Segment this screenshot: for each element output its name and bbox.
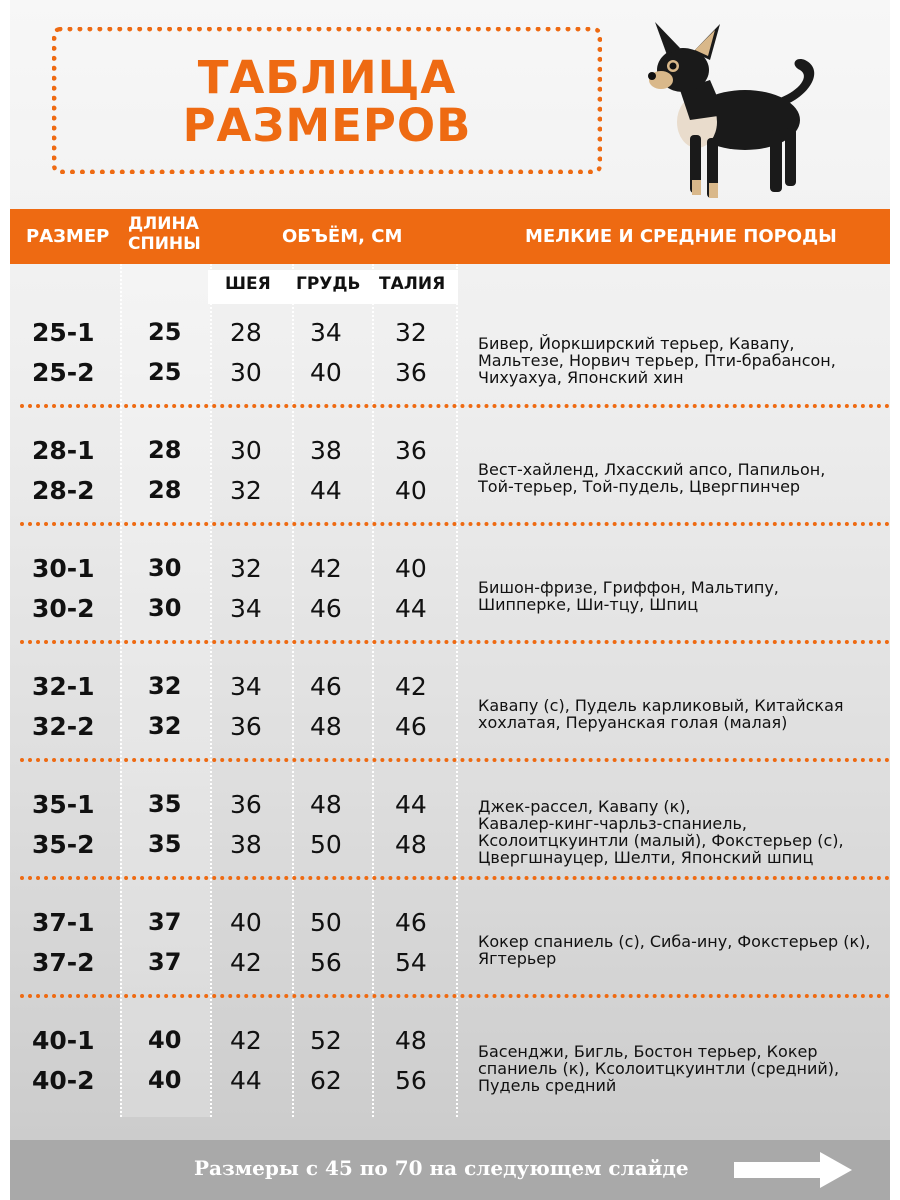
right-arrow-icon[interactable]	[734, 1152, 854, 1188]
size-cell: 37-1	[32, 908, 95, 937]
waist-cell: 40	[395, 476, 427, 505]
back-length-cell: 35	[148, 790, 182, 818]
breeds-line: Той-терьер, Той-пудель, Цвергпинчер	[478, 477, 801, 496]
waist-cell: 36	[395, 358, 427, 387]
neck-cell: 42	[230, 948, 262, 977]
column-divider	[292, 264, 294, 1117]
size-cell: 25-2	[32, 358, 95, 387]
header-back-length	[128, 214, 208, 254]
chest-cell: 34	[310, 318, 342, 347]
chest-cell: 42	[310, 554, 342, 583]
header-back-length-line-1: ДЛИНА	[128, 214, 199, 234]
waist-cell: 48	[395, 1026, 427, 1055]
back-length-cell: 40	[148, 1066, 182, 1094]
breeds-line: Чихуахуа, Японский хин	[478, 367, 684, 387]
breeds-cell	[478, 461, 888, 495]
table-header	[10, 209, 890, 264]
breeds-line: Пудель средний	[478, 1075, 617, 1095]
chest-cell: 48	[310, 790, 342, 819]
waist-cell: 48	[395, 830, 427, 859]
breeds-line: Кавапу (с), Пудель карликовый, Китайская	[478, 696, 844, 715]
page-title	[52, 51, 602, 152]
size-cell: 35-2	[32, 830, 95, 859]
row-separator	[20, 522, 890, 526]
neck-cell: 34	[230, 672, 262, 701]
breeds-line: Бивер, Йоркширский терьер, Кавапу,	[478, 333, 795, 353]
header-back-length-line-2: СПИНЫ	[128, 234, 201, 254]
volume-subheader	[208, 270, 458, 304]
subheader-waist: ТАЛИЯ	[379, 274, 446, 294]
column-divider	[456, 264, 458, 1117]
breeds-line: Басенджи, Бигль, Бостон терьер, Кокер	[478, 1041, 818, 1061]
subheader-neck: ШЕЯ	[225, 274, 271, 294]
neck-cell: 38	[230, 830, 262, 859]
subheader-chest: ГРУДЬ	[296, 274, 361, 294]
neck-cell: 36	[230, 790, 262, 819]
breeds-line: спаниель (к), Ксолоитцкуинтли (средний),	[478, 1058, 840, 1078]
chest-cell: 56	[310, 948, 342, 977]
chest-cell: 44	[310, 476, 342, 505]
back-length-cell: 28	[148, 476, 182, 504]
chest-cell: 46	[310, 594, 342, 623]
chest-cell: 50	[310, 908, 342, 937]
back-length-cell: 40	[148, 1026, 182, 1054]
chest-cell: 40	[310, 358, 342, 387]
column-divider	[372, 264, 374, 1117]
row-separator	[20, 404, 890, 408]
breeds-cell	[478, 798, 888, 866]
header-size: РАЗМЕР	[26, 226, 110, 247]
size-chart-page	[10, 0, 890, 1200]
breeds-line: Ягтерьер	[478, 949, 557, 968]
header-volume: ОБЪЁМ, СМ	[282, 226, 403, 247]
breeds-line: Мальтезе, Норвич терьер, Пти-брабансон,	[478, 350, 836, 370]
neck-cell: 32	[230, 476, 262, 505]
footer-text: Размеры с 45 по 70 на следующем слайде	[194, 1156, 689, 1180]
row-separator	[20, 994, 890, 998]
back-length-cell: 32	[148, 672, 182, 700]
waist-cell: 36	[395, 436, 427, 465]
breeds-line: Ксолоитцкуинтли (малый), Фокстерьер (с),	[478, 831, 844, 850]
waist-cell: 44	[395, 594, 427, 623]
chest-cell: 46	[310, 672, 342, 701]
row-separator	[20, 640, 890, 644]
waist-cell: 46	[395, 712, 427, 741]
breeds-line: Бишон-фризе, Гриффон, Мальтипу,	[478, 578, 779, 597]
breeds-line: Джек-рассел, Кавапу (к),	[478, 797, 691, 816]
size-cell: 28-1	[32, 436, 95, 465]
back-length-cell: 37	[148, 908, 182, 936]
size-cell: 32-2	[32, 712, 95, 741]
waist-cell: 56	[395, 1066, 427, 1095]
breeds-line: Шипперке, Ши-тцу, Шпиц	[478, 595, 699, 614]
size-cell: 32-1	[32, 672, 95, 701]
size-cell: 40-2	[32, 1066, 95, 1095]
chest-cell: 50	[310, 830, 342, 859]
breeds-cell	[478, 1043, 888, 1094]
size-cell: 40-1	[32, 1026, 95, 1055]
back-length-cell: 25	[148, 318, 182, 346]
chest-cell: 52	[310, 1026, 342, 1055]
column-divider	[210, 264, 212, 1117]
size-cell: 30-2	[32, 594, 95, 623]
footer-banner	[10, 1140, 890, 1200]
waist-cell: 54	[395, 948, 427, 977]
breeds-line: хохлатая, Перуанская голая (малая)	[478, 713, 788, 732]
back-length-cell: 32	[148, 712, 182, 740]
neck-cell: 42	[230, 1026, 262, 1055]
back-length-cell: 35	[148, 830, 182, 858]
waist-cell: 40	[395, 554, 427, 583]
row-separator	[20, 876, 890, 880]
waist-cell: 32	[395, 318, 427, 347]
size-cell: 28-2	[32, 476, 95, 505]
waist-cell: 42	[395, 672, 427, 701]
size-cell: 35-1	[32, 790, 95, 819]
neck-cell: 30	[230, 358, 262, 387]
breeds-line: Кавалер-кинг-чарльз-спаниель,	[478, 814, 747, 833]
waist-cell: 44	[395, 790, 427, 819]
chest-cell: 62	[310, 1066, 342, 1095]
neck-cell: 28	[230, 318, 262, 347]
size-cell: 37-2	[32, 948, 95, 977]
size-cell: 30-1	[32, 554, 95, 583]
neck-cell: 34	[230, 594, 262, 623]
back-length-cell: 37	[148, 948, 182, 976]
breeds-cell	[478, 335, 888, 386]
back-length-cell: 28	[148, 436, 182, 464]
breeds-line: Цвергшнауцер, Шелти, Японский шпиц	[478, 848, 814, 867]
size-cell: 25-1	[32, 318, 95, 347]
neck-cell: 40	[230, 908, 262, 937]
title-line-1: ТАБЛИЦА	[197, 51, 457, 104]
waist-cell: 46	[395, 908, 427, 937]
neck-cell: 30	[230, 436, 262, 465]
chihuahua-dog-icon	[635, 10, 835, 210]
back-length-cell: 25	[148, 358, 182, 386]
back-length-cell: 30	[148, 554, 182, 582]
breeds-line: Кокер спаниель (с), Сиба-ину, Фокстерьер (к),	[478, 932, 871, 951]
row-separator	[20, 758, 890, 762]
breeds-cell	[478, 933, 888, 967]
breeds-cell	[478, 697, 888, 731]
breeds-line: Вест-хайленд, Лхасский апсо, Папильон,	[478, 460, 826, 479]
header-breeds: МЕЛКИЕ И СРЕДНИЕ ПОРОДЫ	[525, 226, 837, 247]
title-line-2: РАЗМЕРОВ	[182, 99, 472, 152]
back-length-cell: 30	[148, 594, 182, 622]
column-divider	[120, 264, 122, 1117]
chest-cell: 48	[310, 712, 342, 741]
chest-cell: 38	[310, 436, 342, 465]
neck-cell: 44	[230, 1066, 262, 1095]
neck-cell: 36	[230, 712, 262, 741]
breeds-cell	[478, 579, 888, 613]
neck-cell: 32	[230, 554, 262, 583]
